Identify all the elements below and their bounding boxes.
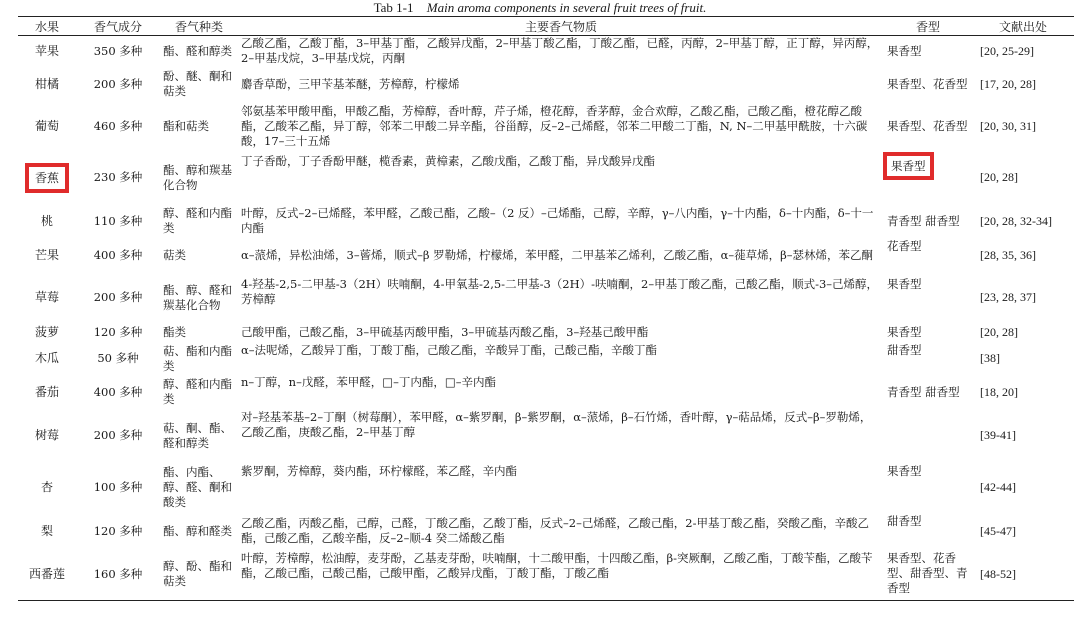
compounds-cell: 叶醇，反式–2–已烯醛，苯甲醛，乙酸己酯，乙酸–（2 反）–己烯酯，己醇，辛醇，γ–八内酯，γ–十内酯，δ–十内酯，δ–十一内酯 [241, 206, 874, 235]
refs-cell: [18, 20] [980, 384, 1018, 399]
table-row [18, 239, 1074, 273]
highlighted-aroma-type: 果香型 [883, 152, 934, 180]
column-header-count: 香气成分 [76, 17, 160, 36]
fruit-cell: 番茄 [34, 384, 59, 399]
refs-cell: [39-41] [980, 428, 1016, 442]
refs-cell: [38] [980, 351, 1000, 365]
category-cell: 酯、醇、醛和羰基化合物 [163, 282, 232, 312]
refs-cell: [20, 25-29] [980, 43, 1034, 58]
compounds-cell: 乙酸乙酯，丙酸乙酯，己醇，己醛，丁酸乙酯，乙酸丁酯，反式–2–己烯醛，乙酸己酯，2-甲基丁酸乙酯，癸酸乙酯，辛酸乙酯，己酸乙酯，乙酸辛酯，反–2–顺-4 癸二烯酸乙酯 [241, 516, 870, 545]
count-cell: 200 多种 [93, 76, 143, 91]
refs-cell: [17, 20, 28] [980, 76, 1036, 91]
aroma-type-cell: 果香型、花香型 [887, 76, 968, 91]
table-caption [0, 0, 1080, 15]
aroma-type-cell: 果香型、花香型 [887, 119, 968, 133]
table-row [18, 549, 1074, 601]
count-cell: 110 多种 [93, 213, 143, 228]
category-cell: 萜、酯和内酯类 [163, 343, 232, 373]
column-header-fruit: 水果 [18, 17, 76, 36]
category-cell: 酚、醚、酮和萜类 [163, 69, 232, 98]
table-row [18, 343, 1074, 375]
category-cell: 酯和萜类 [163, 119, 209, 133]
table-row [18, 410, 1074, 462]
compounds-cell: 乙酸乙酯，乙酸丁酯，3–甲基丁酯，乙酸异戊酯，2–甲基丁酸乙酯，丁酸乙酯，已醛，丙醇，2–甲基丁醇，正丁醇，异丙醇，2–甲基戊烷，3–甲基戊烷，丙酮 [241, 36, 879, 66]
count-cell: 100 多种 [93, 480, 143, 494]
category-cell: 酯、内酯、醇、醛、酮和酸类 [163, 465, 232, 509]
compounds-cell: α–法呢烯，乙酸异丁酯，丁酸丁酯，己酸乙酯，辛酸异丁酯，己酸己酯，辛酸丁酯 [241, 342, 658, 357]
count-cell: 120 多种 [93, 523, 143, 538]
compounds-cell: 4-羟基-2,5-二甲基-3（2H）呋喃酮，4-甲氧基-2,5-二甲基-3（2H）-呋喃酮，2–甲基丁酸乙酯，己酸乙酯，顺式-3–己烯醇，芳樟醇 [241, 276, 879, 306]
aroma-type-cell: 果香型 [887, 325, 922, 339]
column-header-aroma-type: 香型 [884, 17, 972, 36]
compounds-cell: 紫罗酮，芳樟醇，葵内酯，环柠檬醛，苯乙醛，辛内酯 [241, 463, 517, 478]
aroma-type-cell: 甜香型 [887, 342, 922, 357]
count-cell: 160 多种 [76, 549, 160, 601]
compounds-cell: n–丁醇，n–戊醛，苯甲醛，□–丁内酯，□–辛内酯 [241, 374, 497, 389]
compounds-cell: 己酸甲酯，己酸乙酯，3–甲硫基丙酸甲酯，3–甲硫基丙酸乙酯，3–羟基己酸甲酯 [241, 325, 649, 339]
category-cell: 酯、醇和醛类 [163, 523, 232, 538]
table-row [18, 514, 1074, 549]
table-header-row [18, 17, 1074, 36]
category-cell: 萜类 [163, 248, 186, 262]
category-cell: 酯、醛和醇类 [163, 43, 232, 58]
category-cell: 醇、酚、酯和萜类 [160, 549, 238, 601]
category-cell: 萜、酮、酯、醛和醇类 [163, 420, 232, 450]
fruit-cell: 树莓 [34, 428, 59, 442]
refs-cell: [20, 30, 31] [980, 119, 1036, 133]
count-cell: 400 多种 [93, 384, 143, 399]
caption-label: Tab 1-1 [373, 0, 414, 15]
caption-title: Main aroma components in several fruit trees of fruit. [426, 0, 707, 15]
fruit-cell: 菠萝 [34, 325, 59, 339]
aroma-type-cell: 甜香型 [887, 513, 922, 528]
category-cell: 醇、醛和内酯类 [163, 377, 232, 406]
aroma-type-cell: 果香型 [887, 463, 922, 478]
column-header-refs: 文献出处 [972, 17, 1074, 36]
compounds-cell: 麝香草酚，三甲苄基苯醚，芳樟醇，柠檬烯 [241, 76, 460, 91]
count-cell: 350 多种 [93, 43, 143, 58]
aroma-type-cell [884, 152, 972, 204]
refs-cell: [42-44] [980, 480, 1016, 494]
fruit-cell: 草莓 [34, 290, 59, 304]
table-row [18, 462, 1074, 514]
refs-cell: [48-52] [972, 549, 1074, 601]
count-cell: 50 多种 [97, 351, 139, 365]
aroma-type-cell: 青香型 甜香型 [887, 384, 960, 399]
compounds-cell: 对–羟基苯基–2–丁酮（树莓酮），苯甲醛，α–紫罗酮，β–紫罗酮，α–蒎烯，β–石竹烯，香叶醇，γ–萜品烯，反式–β–罗勒烯，乙酸乙酯，庚酸乙酯，2–甲基丁醇 [241, 409, 872, 439]
aroma-type-cell: 果香型 [887, 43, 922, 58]
category-cell: 醇、醛和内酯类 [163, 206, 232, 235]
fruit-cell: 梨 [40, 523, 53, 538]
fruit-cell: 苹果 [34, 43, 59, 58]
table-row [18, 375, 1074, 410]
fruit-cell: 葡萄 [34, 119, 59, 133]
table-row [18, 102, 1074, 152]
table-row [18, 323, 1074, 343]
compounds-cell: α–蒎烯，异松油烯，3–蒈烯，顺式–β 罗勒烯，柠檬烯，苯甲醛，二甲基苯乙烯利，乙酸乙酯，α–蓰草烯，β–瑟林烯，苯乙酮 [241, 248, 874, 262]
fruit-cell: 桃 [40, 213, 53, 228]
refs-cell: [45-47] [980, 523, 1016, 538]
category-cell: 酯类 [163, 325, 186, 339]
aroma-type-cell: 果香型、花香型、甜香型、青香型 [884, 549, 972, 601]
fruit-cell: 芒果 [34, 248, 59, 262]
count-cell: 200 多种 [93, 290, 143, 304]
fruit-cell [18, 152, 76, 204]
count-cell: 400 多种 [93, 248, 143, 262]
compounds-cell: 邻氨基苯甲酸甲酯，甲酸乙酯，芳樟醇，香叶醇，芹子烯，橙花醇，香茅醇，金合欢醇，乙酸乙酯，己酸乙酯，橙花醇乙酸酯，乙酸苯乙酯，异丁醇，邻苯二甲酸二异辛酯，谷甾醇，反–2–己烯醛，邻苯二甲酸二丁酯，N, N–二甲基甲酰胺，十六碳酸，17–三十五烯 [241, 104, 868, 148]
fruit-cell: 柑橘 [34, 76, 59, 91]
refs-cell: [20, 28] [980, 170, 1018, 184]
table-row [18, 273, 1074, 323]
refs-cell: [20, 28, 32-34] [980, 213, 1052, 228]
count-cell: 460 多种 [93, 119, 143, 133]
category-cell: 酯、醇和羰基化合物 [163, 162, 232, 192]
aroma-type-cell: 青香型 甜香型 [887, 213, 960, 228]
fruit-cell: 杏 [40, 480, 53, 494]
table-row [18, 204, 1074, 239]
aroma-type-cell: 花香型 [887, 238, 922, 253]
table-row [18, 67, 1074, 102]
count-cell: 200 多种 [93, 428, 143, 442]
aroma-table [18, 16, 1074, 601]
table-row [18, 36, 1074, 67]
column-header-category: 香气种类 [160, 17, 238, 36]
table-row [18, 152, 1074, 204]
fruit-cell: 木瓜 [34, 351, 59, 365]
aroma-type-cell [884, 410, 972, 462]
refs-cell: [28, 35, 36] [980, 248, 1036, 262]
count-cell: 230 多种 [93, 170, 143, 184]
count-cell: 120 多种 [93, 325, 143, 339]
refs-cell: [23, 28, 37] [980, 290, 1036, 304]
compounds-cell: 丁子香酚，丁子香酚甲醚，榄香素，黄樟素，乙酸戊酯，乙酸丁酯，异戊酸异戊酯 [241, 153, 655, 168]
aroma-type-cell: 果香型 [887, 276, 922, 291]
refs-cell: [20, 28] [980, 325, 1018, 339]
highlighted-fruit-label: 香蕉 [25, 163, 69, 193]
compounds-cell: 叶醇，芳樟醇，松油醇，麦芽酚，乙基麦芽酚，呋喃酮，十二酸甲酯，十四酸乙酯，β-突厥酮，乙酸乙酯，丁酸苄酯，乙酸苄酯，乙酸己酯，己酸己酯，己酸甲酯，乙酸异戊酯，丁酸丁酯，丁酸乙酯 [238, 549, 884, 601]
fruit-cell: 西番莲 [18, 549, 76, 601]
column-header-compounds: 主要香气物质 [238, 17, 884, 36]
